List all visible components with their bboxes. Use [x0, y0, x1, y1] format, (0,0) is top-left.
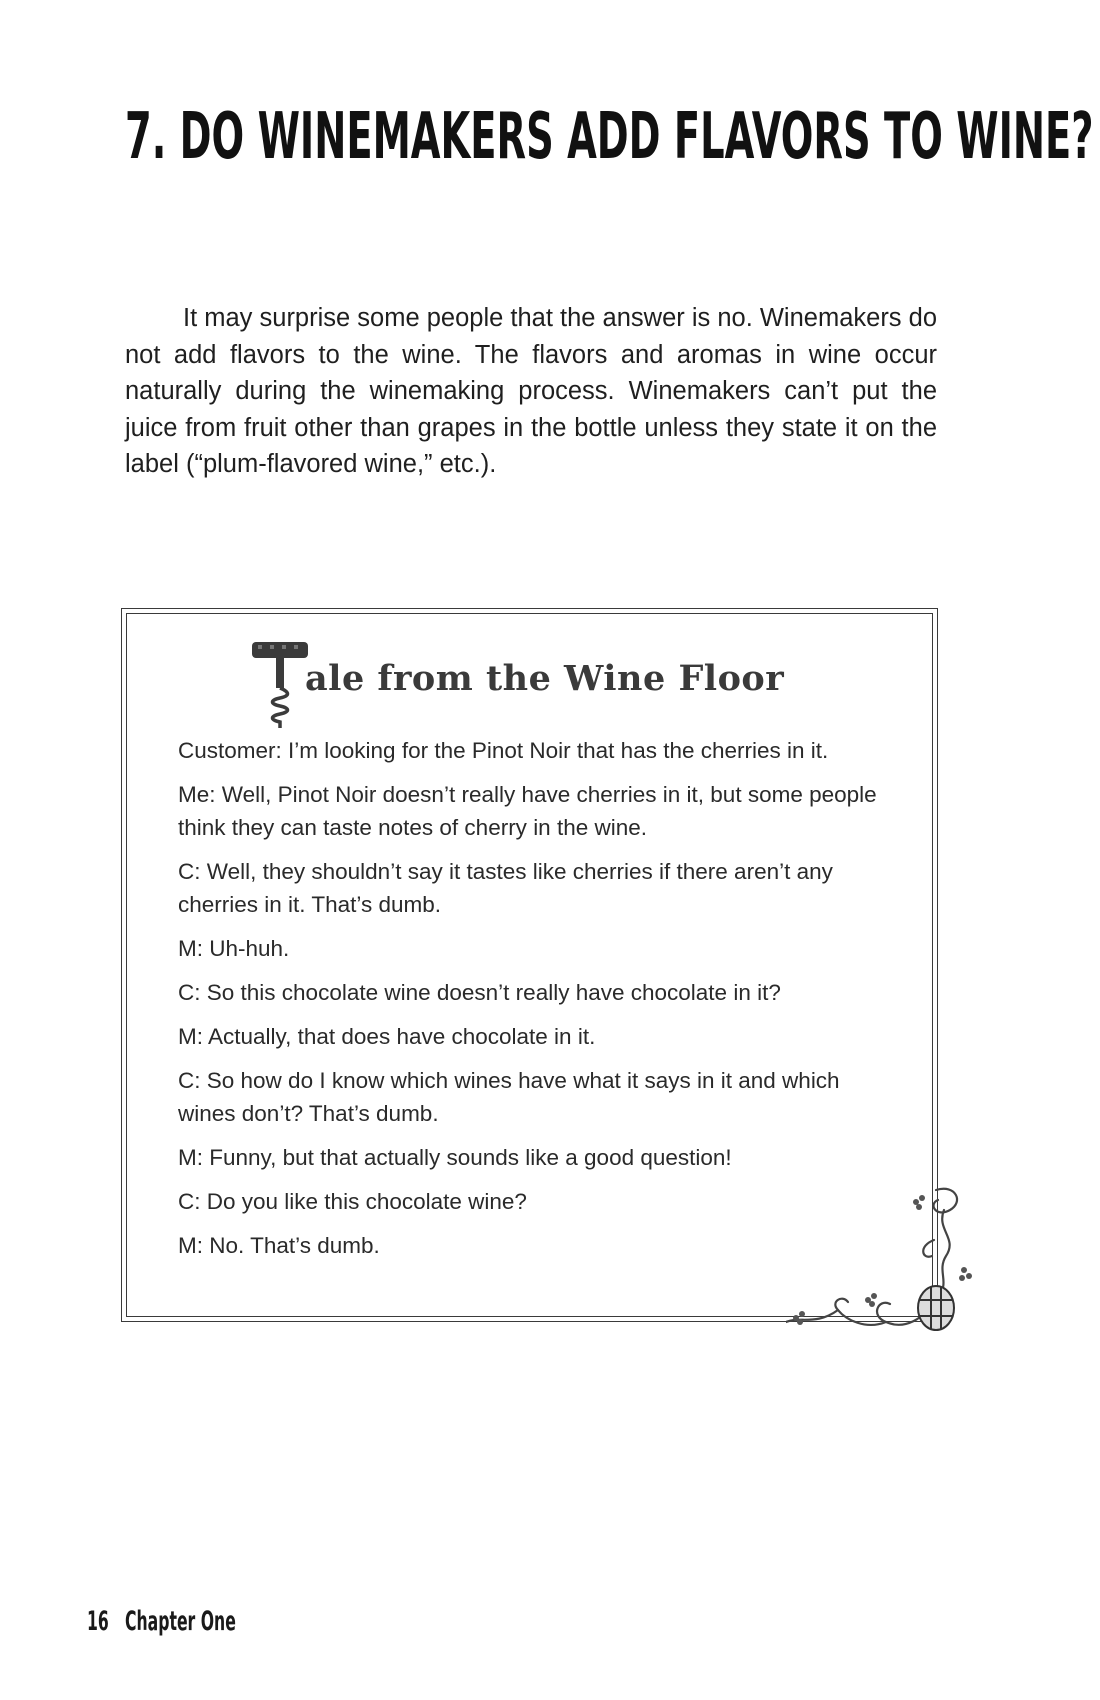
- dialogue-line: C: Well, they shouldn’t say it tastes like cherries if there aren’t any cherries in it. That’s dumb.: [178, 859, 833, 917]
- dialogue-line: Me: Well, Pinot Noir doesn’t really have cherries in it, but some people think they can taste notes of cherry in the wine.: [178, 782, 877, 840]
- dialogue-line: C: So how do I know which wines have what it says in it and which wines don’t? That’s dumb.: [178, 1068, 840, 1126]
- tale-header: [250, 632, 810, 732]
- page-footer: [87, 1606, 236, 1637]
- grapevine-barrel-icon: [786, 1180, 976, 1345]
- dialogue-line: Customer: I’m looking for the Pinot Noir that has the cherries in it.: [178, 738, 829, 763]
- tale-title: ale from the Wine Floor: [305, 658, 785, 699]
- dialogue-line: C: Do you like this chocolate wine?: [178, 1189, 527, 1214]
- dialogue-line: M: Actually, that does have chocolate in it.: [178, 1024, 596, 1049]
- page-number: 16: [87, 1606, 109, 1637]
- dialogue-line: M: Uh-huh.: [178, 936, 290, 961]
- tale-dialogue: [178, 734, 878, 1273]
- body-paragraph: It may surprise some people that the answer is no. Winemakers do not add flavors to the wine. The flavors and aromas in wine occur naturally during the winemaking process. Winemakers can’t put the juice from fruit other than grapes in the bottle unless they state it on the label (“plum-flavored wine,” etc.).: [125, 304, 938, 478]
- dialogue-line: C: So this chocolate wine doesn’t really have chocolate in it?: [178, 980, 781, 1005]
- dialogue-line: M: No. That’s dumb.: [178, 1233, 380, 1258]
- corkscrew-icon: [250, 638, 312, 730]
- dialogue-line: M: Funny, but that actually sounds like a good question!: [178, 1145, 732, 1170]
- chapter-label: Chapter One: [125, 1606, 236, 1637]
- page-title: 7. DO WINEMAKERS ADD FLAVORS TO WINE?: [125, 100, 1094, 174]
